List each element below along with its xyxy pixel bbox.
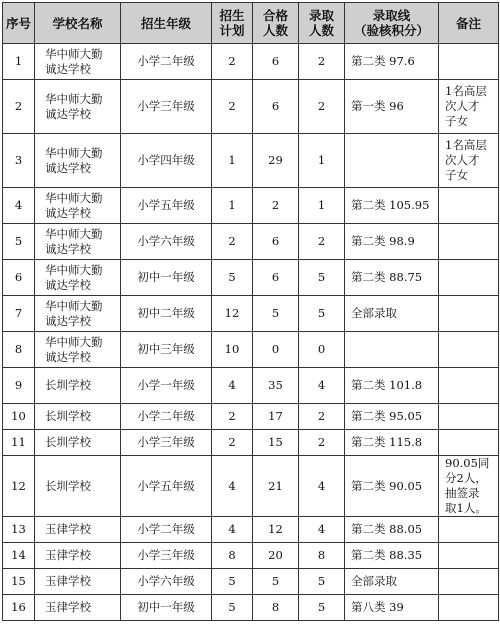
cell-admitted bbox=[299, 368, 345, 404]
cell-plan bbox=[212, 332, 253, 368]
cell-school-text: 华中师大勤 诚达学校 bbox=[45, 262, 103, 292]
cell-cutoff-text: 第二类 88.35 bbox=[351, 548, 423, 562]
cell-plan-text: 1 bbox=[228, 198, 236, 212]
cell-school-text: 华中师大勤 诚达学校 bbox=[45, 145, 103, 175]
cell-seq-text: 14 bbox=[11, 548, 26, 562]
cell-cutoff-text: 全部录取 bbox=[351, 306, 397, 320]
cell-remark bbox=[439, 332, 499, 368]
cell-seq-text: 1 bbox=[14, 54, 23, 68]
cell-cutoff bbox=[345, 332, 439, 368]
header-remark: 备注 bbox=[439, 3, 499, 44]
cell-admitted bbox=[299, 80, 345, 134]
cell-admitted bbox=[299, 260, 345, 296]
cell-plan bbox=[212, 368, 253, 404]
cell-plan-text: 5 bbox=[228, 600, 236, 614]
cell-plan bbox=[212, 569, 253, 595]
cell-school bbox=[35, 430, 121, 456]
cell-admitted bbox=[299, 404, 345, 430]
cell-school bbox=[35, 404, 121, 430]
cell-seq bbox=[3, 595, 35, 621]
cell-grade-text: 小学二年级 bbox=[137, 409, 195, 423]
cell-school-text: 长圳学校 bbox=[45, 409, 91, 423]
cell-qualified bbox=[253, 332, 299, 368]
cell-grade-text: 小学一年级 bbox=[137, 378, 195, 392]
cell-cutoff bbox=[345, 44, 439, 80]
cell-qualified bbox=[253, 595, 299, 621]
cell-remark-text: 90.05同 分2人， 抽签录 取1人。 bbox=[445, 456, 490, 515]
table-header-row bbox=[3, 3, 499, 44]
cell-school-text: 玉律学校 bbox=[45, 548, 91, 562]
cell-plan-text: 2 bbox=[228, 435, 236, 449]
table-row bbox=[3, 517, 499, 543]
cell-qualified bbox=[253, 296, 299, 332]
table-row bbox=[3, 296, 499, 332]
cell-admitted bbox=[299, 543, 345, 569]
cell-school-text: 华中师大勤 诚达学校 bbox=[45, 46, 103, 76]
cell-grade-text: 初中二年级 bbox=[137, 306, 195, 320]
cell-cutoff bbox=[345, 543, 439, 569]
cell-cutoff-text: 第二类 88.75 bbox=[351, 270, 423, 284]
table-row bbox=[3, 595, 499, 621]
cell-admitted-text: 5 bbox=[317, 574, 326, 588]
cell-cutoff bbox=[345, 456, 439, 517]
cell-school bbox=[35, 296, 121, 332]
cell-qualified bbox=[253, 456, 299, 517]
cell-qualified bbox=[253, 430, 299, 456]
cell-plan-text: 5 bbox=[228, 574, 236, 588]
admission-table bbox=[2, 2, 499, 621]
cell-seq bbox=[3, 134, 35, 188]
cell-qualified bbox=[253, 44, 299, 80]
cell-qualified-text: 29 bbox=[268, 153, 283, 167]
cell-admitted-text: 1 bbox=[317, 198, 326, 212]
cell-school-text: 长圳学校 bbox=[45, 435, 91, 449]
table-row bbox=[3, 188, 499, 224]
cell-cutoff-text: 第二类 101.8 bbox=[351, 378, 423, 392]
cell-grade bbox=[121, 569, 212, 595]
cell-grade bbox=[121, 332, 212, 368]
cell-school-text: 华中师大勤 诚达学校 bbox=[45, 226, 103, 256]
cell-school-text: 华中师大勤 诚达学校 bbox=[45, 298, 103, 328]
cell-seq-text: 8 bbox=[14, 342, 23, 356]
cell-cutoff-text: 第一类 96 bbox=[351, 99, 404, 113]
cell-plan bbox=[212, 296, 253, 332]
cell-plan bbox=[212, 188, 253, 224]
cell-plan-text: 5 bbox=[228, 270, 236, 284]
cell-remark bbox=[439, 260, 499, 296]
cell-remark bbox=[439, 188, 499, 224]
cell-plan-text: 2 bbox=[228, 234, 236, 248]
cell-school bbox=[35, 595, 121, 621]
cell-qualified-text: 21 bbox=[268, 478, 283, 493]
cell-admitted-text: 5 bbox=[317, 600, 326, 614]
cell-seq-text: 15 bbox=[11, 574, 26, 588]
cell-cutoff-text: 第八类 39 bbox=[351, 600, 404, 614]
cell-plan bbox=[212, 44, 253, 80]
cell-remark bbox=[439, 296, 499, 332]
cell-cutoff bbox=[345, 224, 439, 260]
cell-grade-text: 小学二年级 bbox=[137, 522, 195, 536]
cell-seq-text: 16 bbox=[11, 600, 26, 614]
cell-grade-text: 小学二年级 bbox=[137, 54, 195, 68]
cell-remark bbox=[439, 595, 499, 621]
cell-qualified-text: 6 bbox=[271, 270, 280, 284]
cell-admitted-text: 8 bbox=[317, 548, 326, 562]
cell-admitted-text: 5 bbox=[317, 270, 326, 284]
cell-seq bbox=[3, 224, 35, 260]
cell-grade-text: 初中一年级 bbox=[137, 270, 195, 284]
cell-cutoff bbox=[345, 430, 439, 456]
cell-cutoff-text: 第二类 97.6 bbox=[351, 54, 415, 68]
cell-seq-text: 7 bbox=[14, 306, 23, 320]
cell-admitted-text: 4 bbox=[317, 478, 326, 493]
cell-seq-text: 13 bbox=[11, 522, 26, 536]
cell-grade-text: 小学六年级 bbox=[137, 234, 195, 248]
cell-admitted bbox=[299, 430, 345, 456]
cell-school bbox=[35, 224, 121, 260]
cell-qualified-text: 17 bbox=[268, 409, 283, 423]
cell-plan bbox=[212, 404, 253, 430]
cell-school bbox=[35, 368, 121, 404]
cell-grade bbox=[121, 368, 212, 404]
cell-plan-text: 8 bbox=[228, 548, 236, 562]
cell-cutoff-text: 第二类 90.05 bbox=[351, 478, 423, 493]
table-row bbox=[3, 430, 499, 456]
cell-grade bbox=[121, 543, 212, 569]
cell-plan bbox=[212, 430, 253, 456]
cell-grade bbox=[121, 404, 212, 430]
cell-remark bbox=[439, 569, 499, 595]
cell-school bbox=[35, 517, 121, 543]
cell-school bbox=[35, 44, 121, 80]
cell-qualified-text: 6 bbox=[271, 54, 280, 68]
cell-qualified bbox=[253, 543, 299, 569]
cell-seq bbox=[3, 517, 35, 543]
cell-seq bbox=[3, 368, 35, 404]
cell-plan bbox=[212, 224, 253, 260]
cell-grade bbox=[121, 188, 212, 224]
cell-remark-text: 1名高层 次人才 子女 bbox=[445, 84, 487, 128]
cell-grade-text: 小学五年级 bbox=[137, 198, 195, 212]
cell-school bbox=[35, 188, 121, 224]
cell-cutoff-text: 第二类 98.9 bbox=[351, 234, 415, 248]
cell-grade bbox=[121, 517, 212, 543]
cell-grade-text: 小学五年级 bbox=[137, 478, 195, 493]
cell-school bbox=[35, 569, 121, 595]
cell-admitted-text: 0 bbox=[317, 342, 326, 356]
table-row bbox=[3, 44, 499, 80]
cell-qualified bbox=[253, 80, 299, 134]
cell-grade bbox=[121, 134, 212, 188]
header-plan: 招生 计划 bbox=[212, 3, 253, 44]
cell-remark bbox=[439, 134, 499, 188]
cell-qualified-text: 6 bbox=[271, 99, 280, 113]
cell-plan-text: 12 bbox=[224, 306, 240, 320]
cell-remark bbox=[439, 543, 499, 569]
cell-cutoff-text: 第二类 115.8 bbox=[351, 435, 423, 449]
cell-plan bbox=[212, 456, 253, 517]
cell-qualified-text: 20 bbox=[268, 548, 283, 562]
cell-admitted bbox=[299, 188, 345, 224]
cell-school bbox=[35, 260, 121, 296]
cell-plan-text: 4 bbox=[228, 478, 236, 493]
cell-seq-text: 11 bbox=[11, 435, 26, 449]
cell-qualified bbox=[253, 368, 299, 404]
cell-school bbox=[35, 80, 121, 134]
cell-admitted bbox=[299, 44, 345, 80]
cell-qualified-text: 8 bbox=[271, 600, 280, 614]
cell-plan bbox=[212, 134, 253, 188]
cell-cutoff bbox=[345, 188, 439, 224]
cell-admitted bbox=[299, 569, 345, 595]
cell-admitted-text: 2 bbox=[317, 54, 326, 68]
cell-seq bbox=[3, 456, 35, 517]
cell-cutoff bbox=[345, 80, 439, 134]
cell-admitted-text: 5 bbox=[317, 306, 326, 320]
header-admitted: 录取 人数 bbox=[299, 3, 345, 44]
cell-qualified-text: 2 bbox=[271, 198, 280, 212]
cell-cutoff-text: 第二类 95.05 bbox=[351, 409, 423, 423]
cell-qualified bbox=[253, 134, 299, 188]
cell-school-text: 华中师大勤 诚达学校 bbox=[45, 334, 103, 364]
cell-grade bbox=[121, 456, 212, 517]
cell-admitted bbox=[299, 595, 345, 621]
cell-seq-text: 4 bbox=[14, 198, 23, 212]
cell-seq-text: 6 bbox=[14, 270, 23, 284]
cell-seq-text: 9 bbox=[14, 378, 23, 392]
cell-plan-text: 4 bbox=[228, 378, 236, 392]
table-row bbox=[3, 80, 499, 134]
cell-seq bbox=[3, 543, 35, 569]
cell-seq bbox=[3, 404, 35, 430]
cell-seq bbox=[3, 260, 35, 296]
cell-seq bbox=[3, 44, 35, 80]
header-seq: 序号 bbox=[3, 3, 35, 44]
cell-admitted-text: 4 bbox=[317, 522, 326, 536]
cell-seq bbox=[3, 188, 35, 224]
cell-plan bbox=[212, 517, 253, 543]
cell-plan bbox=[212, 260, 253, 296]
cell-cutoff bbox=[345, 134, 439, 188]
cell-remark bbox=[439, 456, 499, 517]
cell-admitted-text: 2 bbox=[317, 435, 326, 449]
cell-cutoff bbox=[345, 595, 439, 621]
table-row bbox=[3, 134, 499, 188]
cell-plan-text: 2 bbox=[228, 99, 236, 113]
cell-grade-text: 初中一年级 bbox=[137, 600, 195, 614]
cell-remark bbox=[439, 404, 499, 430]
cell-grade-text: 初中三年级 bbox=[137, 342, 195, 356]
cell-school-text: 华中师大勤 诚达学校 bbox=[45, 91, 103, 121]
cell-admitted-text: 4 bbox=[317, 378, 326, 392]
cell-admitted-text: 2 bbox=[317, 99, 326, 113]
cell-qualified-text: 5 bbox=[271, 574, 280, 588]
cell-remark bbox=[439, 80, 499, 134]
cell-grade-text: 小学三年级 bbox=[137, 548, 195, 562]
cell-plan bbox=[212, 80, 253, 134]
cell-grade bbox=[121, 595, 212, 621]
cell-seq-text: 10 bbox=[11, 409, 26, 423]
cell-school bbox=[35, 134, 121, 188]
cell-qualified bbox=[253, 569, 299, 595]
cell-seq bbox=[3, 80, 35, 134]
cell-cutoff-text: 全部录取 bbox=[351, 574, 397, 588]
cell-qualified-text: 0 bbox=[271, 342, 280, 356]
cell-qualified bbox=[253, 517, 299, 543]
cell-seq-text: 3 bbox=[14, 153, 23, 167]
cell-grade bbox=[121, 224, 212, 260]
table-row bbox=[3, 368, 499, 404]
cell-admitted bbox=[299, 134, 345, 188]
cell-grade bbox=[121, 430, 212, 456]
cell-plan bbox=[212, 543, 253, 569]
cell-grade bbox=[121, 80, 212, 134]
cell-grade-text: 小学六年级 bbox=[137, 574, 195, 588]
cell-plan-text: 10 bbox=[224, 342, 240, 356]
cell-school-text: 玉律学校 bbox=[45, 574, 91, 588]
header-cutoff: 录取线 （验核积分） bbox=[345, 3, 439, 44]
cell-cutoff bbox=[345, 296, 439, 332]
cell-remark bbox=[439, 368, 499, 404]
cell-seq-text: 12 bbox=[11, 478, 26, 493]
cell-admitted bbox=[299, 517, 345, 543]
cell-qualified bbox=[253, 260, 299, 296]
cell-school-text: 长圳学校 bbox=[45, 378, 91, 392]
cell-admitted-text: 2 bbox=[317, 234, 326, 248]
cell-grade bbox=[121, 296, 212, 332]
cell-cutoff bbox=[345, 368, 439, 404]
cell-remark bbox=[439, 517, 499, 543]
cell-admitted-text: 1 bbox=[317, 153, 326, 167]
cell-school bbox=[35, 543, 121, 569]
cell-remark bbox=[439, 430, 499, 456]
table-row bbox=[3, 260, 499, 296]
cell-grade-text: 小学三年级 bbox=[137, 99, 195, 113]
cell-plan bbox=[212, 595, 253, 621]
cell-admitted bbox=[299, 296, 345, 332]
header-school: 学校名称 bbox=[35, 3, 121, 44]
cell-qualified-text: 6 bbox=[271, 234, 280, 248]
cell-seq bbox=[3, 569, 35, 595]
cell-school bbox=[35, 456, 121, 517]
cell-seq bbox=[3, 430, 35, 456]
cell-cutoff bbox=[345, 569, 439, 595]
table-row bbox=[3, 569, 499, 595]
cell-plan-text: 2 bbox=[228, 54, 236, 68]
cell-remark bbox=[439, 224, 499, 260]
cell-remark-text: 1名高层 次人才 子女 bbox=[445, 138, 487, 182]
cell-seq bbox=[3, 332, 35, 368]
cell-admitted bbox=[299, 224, 345, 260]
cell-school-text: 长圳学校 bbox=[45, 478, 91, 493]
cell-qualified-text: 12 bbox=[268, 522, 283, 536]
header-grade: 招生年级 bbox=[121, 3, 212, 44]
cell-school-text: 华中师大勤 诚达学校 bbox=[45, 190, 103, 220]
cell-plan-text: 4 bbox=[228, 522, 236, 536]
cell-qualified bbox=[253, 224, 299, 260]
cell-plan-text: 2 bbox=[228, 409, 236, 423]
cell-seq-text: 5 bbox=[14, 234, 23, 248]
cell-grade bbox=[121, 260, 212, 296]
cell-school bbox=[35, 332, 121, 368]
cell-cutoff-text: 第二类 88.05 bbox=[351, 522, 423, 536]
table-row bbox=[3, 332, 499, 368]
cell-seq bbox=[3, 296, 35, 332]
cell-admitted bbox=[299, 456, 345, 517]
table-row bbox=[3, 404, 499, 430]
cell-admitted bbox=[299, 332, 345, 368]
cell-admitted-text: 2 bbox=[317, 409, 326, 423]
cell-qualified bbox=[253, 404, 299, 430]
table-row bbox=[3, 224, 499, 260]
table-row bbox=[3, 456, 499, 517]
cell-remark bbox=[439, 44, 499, 80]
cell-seq-text: 2 bbox=[14, 99, 23, 113]
cell-qualified-text: 5 bbox=[271, 306, 280, 320]
cell-grade-text: 小学三年级 bbox=[137, 435, 195, 449]
cell-qualified bbox=[253, 188, 299, 224]
cell-cutoff-text: 第二类 105.95 bbox=[351, 198, 430, 212]
cell-grade-text: 小学四年级 bbox=[137, 153, 195, 167]
cell-school-text: 玉律学校 bbox=[45, 600, 91, 614]
cell-cutoff bbox=[345, 517, 439, 543]
cell-plan-text: 1 bbox=[228, 153, 236, 167]
cell-cutoff bbox=[345, 404, 439, 430]
cell-cutoff bbox=[345, 260, 439, 296]
cell-school-text: 玉律学校 bbox=[45, 522, 91, 536]
cell-qualified-text: 35 bbox=[268, 378, 283, 392]
cell-qualified-text: 15 bbox=[268, 435, 283, 449]
cell-grade bbox=[121, 44, 212, 80]
header-qualified: 合格 人数 bbox=[253, 3, 299, 44]
table-row bbox=[3, 543, 499, 569]
